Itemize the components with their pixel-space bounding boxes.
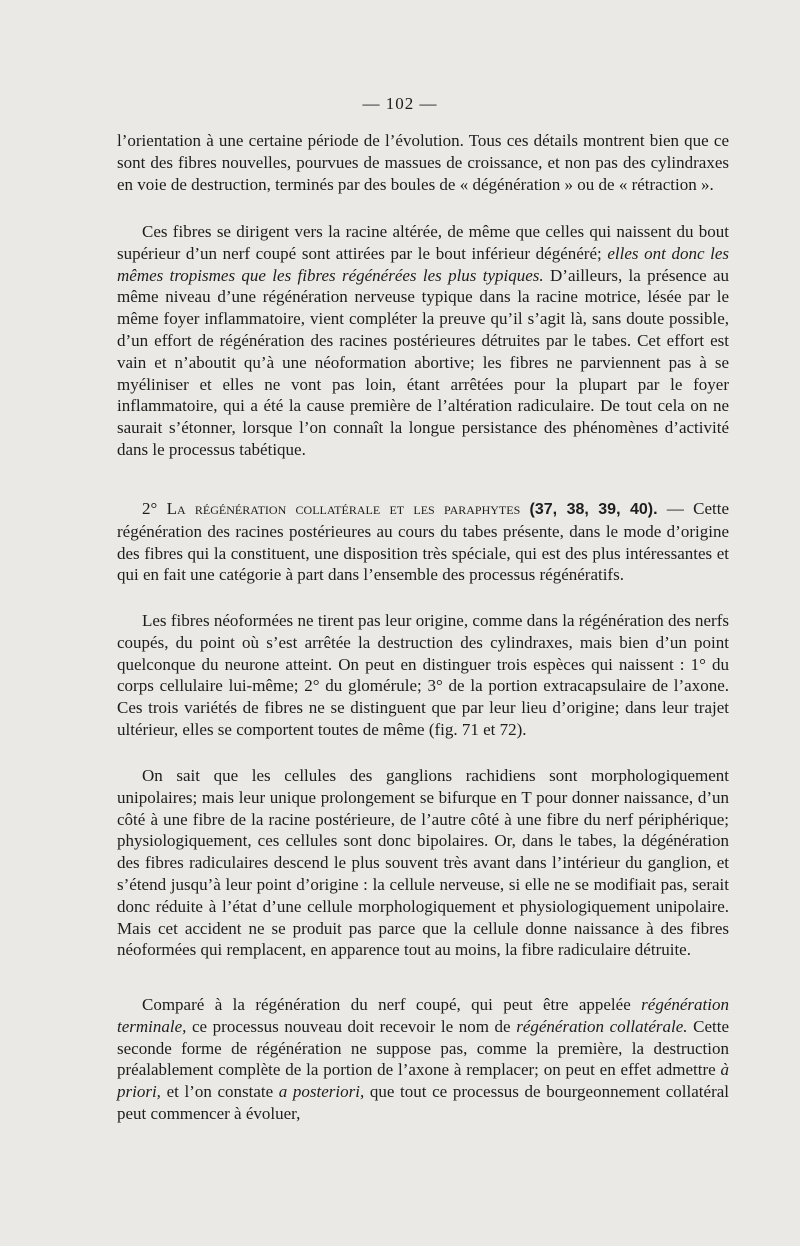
paragraph-6-text-c: Cette seconde forme de régénération ne suppose pas, comme la première, la destruction préalablement complète de la portion de l’axone à remplacer; on peut en effet admettre [117, 1016, 729, 1080]
paragraph-1-text: l’orientation à une certaine période de l’évolution. Tous ces détails montrent bien que ce sont des fibres nouvelles, pourvues de massues de croissance, et non pas des cylindraxes en voie de destruction, terminés par des boules de « dégénération » ou de « rétraction ». [117, 131, 729, 194]
paragraph-2-text-a: Ces fibres se dirigent vers la racine altérée, de même que celles qui naissent du bout supérieur d’un nerf coupé sont attirées par le bout inférieur dégénéré; [117, 222, 729, 263]
section-2-paragraph [117, 498, 729, 586]
paragraph-1 [117, 130, 729, 195]
paragraph-2 [117, 221, 729, 461]
paragraph-5 [117, 765, 729, 961]
paragraph-6-italic-2: régénération collatérale. [516, 1016, 688, 1036]
paragraph-2-text-b: D’ailleurs, la présence au même niveau d’une régénération nerveuse typique dans la racine motrice, lésée par le même foyer inflammatoire, vient compléter la preuve qu’il s’agit là, sans doute possible, d’un effort de régénération des racines postérieures détruites par le tabes. Cet effort est vain et n’aboutit qu’à une néoformation abortive; les fibres ne parviennent pas à se myéliniser et elles ne vont pas loin, étant arrêtées pour la plupart par le foyer inflammatoire, qui a été la cause première de l’altération radiculaire. De tout cela on ne saurait s’étonner, lorsque l’on connaît la longue persistance des phénomènes d’activité dans le processus tabétique. [117, 265, 730, 459]
paragraph-4 [117, 610, 729, 741]
section-heading: La régénération collatérale et les paraphytes [166, 499, 521, 518]
section-number: 2° [142, 499, 158, 518]
paragraph-6-text-b: ce processus nouveau doit recevoir le nom de [192, 1016, 511, 1036]
section-references: (37, 38, 39, 40). [529, 501, 658, 518]
section-2-text: — Cette régénération des racines postérieures au cours du tabes présente, dans le mode d’origine des fibres qui la constituent, une disposition très spéciale, qui est des plus intéressantes et qui en fait une catégorie à part dans l’ensemble des processus régénératifs. [117, 499, 730, 585]
page-number: — 102 — [362, 94, 438, 113]
paragraph-4-text: Les fibres néoformées ne tirent pas leur origine, comme dans la régénération des nerfs coupés, du point où s’est arrêtée la destruction des cylindraxes, mais bien d’un point quelconque du neurone atteint. On peut en distinguer trois espèces qui naissent : 1° du corps cellulaire lui-même; 2° du glomérule; 3° de la portion extracapsulaire de l’axone. Ces trois variétés de fibres ne se distinguent que par leur lieu d’origine; dans leur trajet ultérieur, elles se comportent toutes de même (fig. 71 et 72). [117, 611, 729, 739]
paragraph-6 [117, 994, 729, 1125]
paragraph-6-italic-1: régénération terminale, [117, 995, 729, 1036]
paragraph-6-text-a: Comparé à la régénération du nerf coupé, qui peut être appelée [142, 995, 631, 1014]
paragraph-6-italic-3: à priori, [117, 1060, 730, 1102]
paragraph-6-text-d: et l’on constate [166, 1082, 274, 1102]
paragraph-2-italic: elles ont donc les mêmes tropismes que les fibres régénérées les plus typiques. [117, 243, 730, 285]
paragraph-5-text: On sait que les cellules des ganglions rachidiens sont morphologiquement unipolaires; mais leur unique prolongement se bifurque en T pour donner naissance, d’un côté à une fibre de la racine postérieure, de l’autre côté à une fibre du nerf périphérique; physiologiquement, ces cellules sont donc bipolaires. Or, dans le tabes, la dégénération des fibres radiculaires descend le plus souvent très avant dans l’intérieur du ganglion, et s’étend jusqu’à leur point d’origine : la cellule nerveuse, si elle ne se modifiait pas, serait donc réduite à l’état d’une cellule morphologiquement et physiologiquement unipolaire. Mais cet accident ne se produit pas parce que la cellule donne naissance à des fibres néoformées qui remplacent, en apparence tout au moins, la fibre radiculaire détruite. [117, 766, 729, 960]
paragraph-6-italic-4: a posteriori, [278, 1082, 365, 1102]
paragraph-6-text-e: que tout ce processus de bourgeonnement collatéral peut commencer à évoluer, [117, 1082, 730, 1123]
